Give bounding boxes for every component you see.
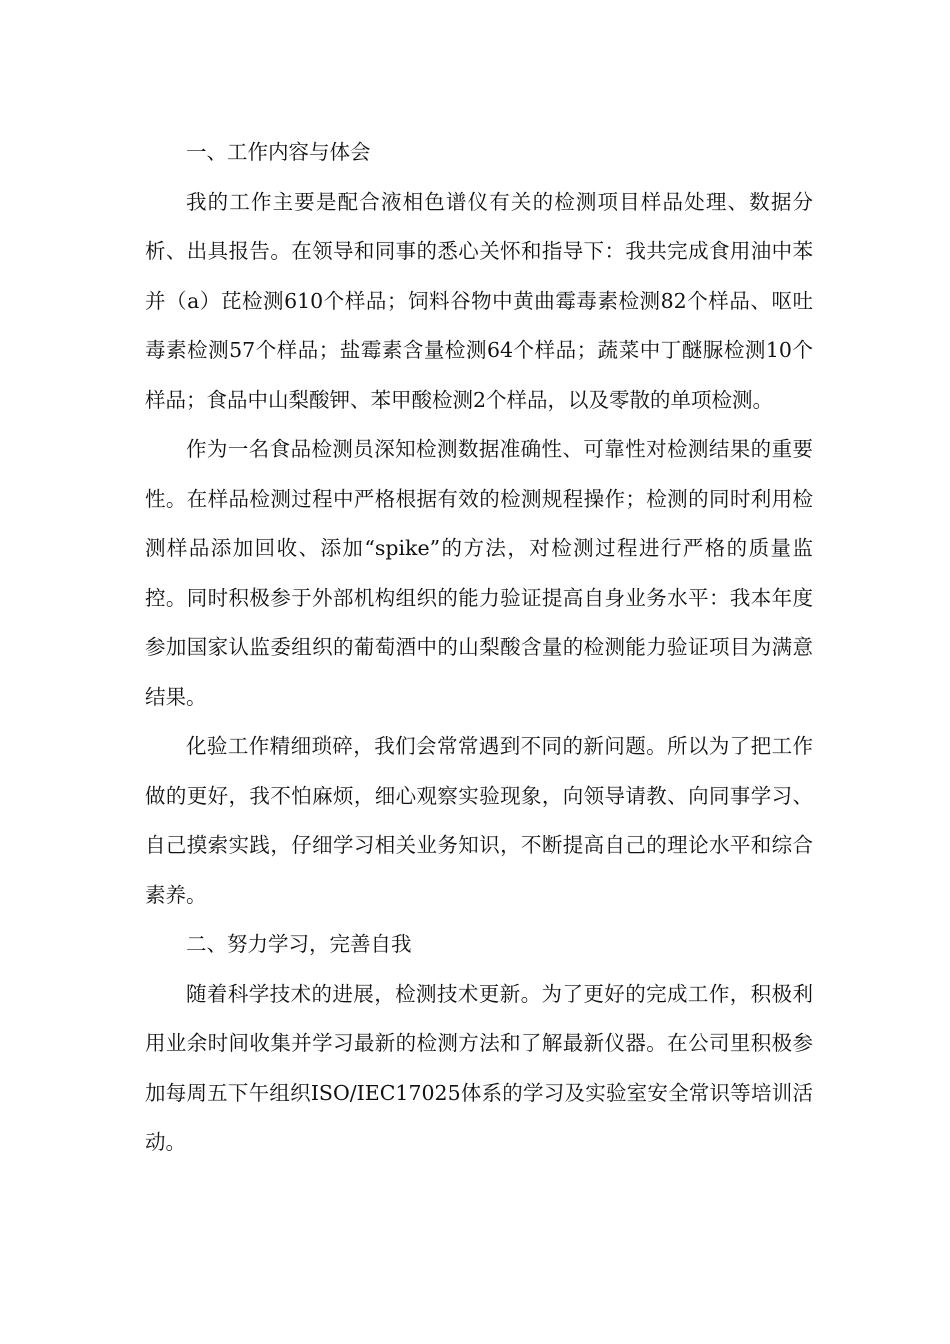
paragraph-lab-work-attitude: 化验工作精细琐碎，我们会常常遇到不同的新问题。所以为了把工作做的更好，我不怕麻烦，细心观察实验现象，向领导请教、向同事学习、自己摸索实践，仔细学习相关业务知识，不断提高自己的理论水平和综合素养。 <box>145 734 813 907</box>
section-heading-work-content: 一、工作内容与体会 <box>186 140 371 164</box>
paragraph-learning: 随着科学技术的进展，检测技术更新。为了更好的完成工作，积极利用业余时间收集并学习最新的检测方法和了解最新仪器。在公司里积极参加每周五下午组织ISO/IEC17025体系的学习及实验室安全常识等培训活动。 <box>145 981 813 1154</box>
paragraph-quality-control: 作为一名食品检测员深知检测数据准确性、可靠性对检测结果的重要性。在样品检测过程中严格根据有效的检测规程操作；检测的同时利用检测样品添加回收、添加“spike”的方法，对检测过程进行严格的质量监控。同时积极参于外部机构组织的能力验证提高自身业务水平：我本年度参加国家认监委组织的葡萄酒中的山梨酸含量的检测能力验证项目为满意结果。 <box>145 437 813 709</box>
paragraph-work-tasks: 我的工作主要是配合液相色谱仪有关的检测项目样品处理、数据分析、出具报告。在领导和同事的悉心关怀和指导下：我共完成食用油中苯并（a）芘检测610个样品；饲料谷物中黄曲霉毒素检测82个样品、呕吐毒素检测57个样品；盐霉素含量检测64个样品；蔬菜中丁醚脲检测10个样品；食品中山梨酸钾、苯甲酸检测2个样品，以及零散的单项检测。 <box>145 189 813 412</box>
document-body <box>145 128 813 1168</box>
section-heading-self-improvement: 二、努力学习，完善自我 <box>186 932 412 956</box>
